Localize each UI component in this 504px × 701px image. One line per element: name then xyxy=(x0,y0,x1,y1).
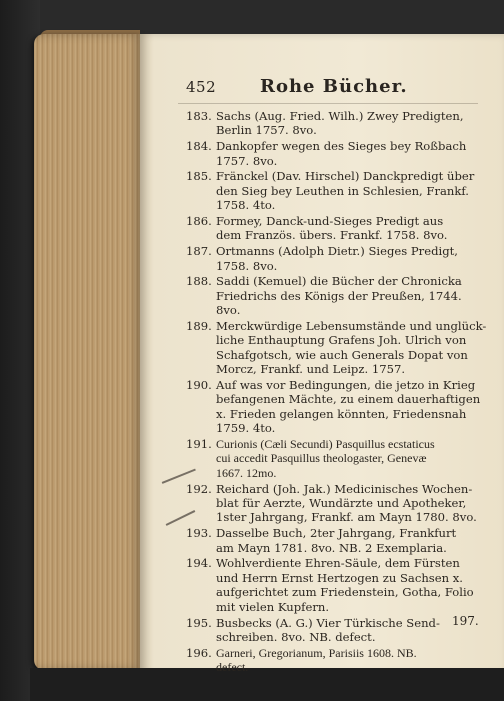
running-title: Rohe Bücher. xyxy=(260,76,408,97)
entry-line: Dankopfer wegen des Sieges bey Roßbach xyxy=(216,139,467,154)
entry-line: Sachs (Aug. Fried. Wilh.) Zwey Predigten, xyxy=(216,109,464,123)
entry-number: 185. xyxy=(186,169,212,184)
entry-line: Formey, Danck-und-Sieges Predigt aus xyxy=(216,214,444,229)
entry-line: Auf was vor Bedingungen, die jetzo in Krieg xyxy=(216,378,476,393)
catalog-entry xyxy=(186,319,488,377)
entry-line: blat für Aerzte, Wundärzte und Apotheker, xyxy=(216,496,467,511)
entry-number: 188. xyxy=(186,274,212,289)
catalog-entry xyxy=(186,274,488,317)
entry-number: 187. xyxy=(186,244,212,259)
entry-line: Reichard (Joh. Jak.) Medicinisches Wochen- xyxy=(216,481,473,496)
entry-line: Garneri, Gregorianum, Parisiis 1608. NB. xyxy=(216,645,417,660)
catalog-entry xyxy=(186,526,488,555)
entry-line: 1667. 12mo. xyxy=(216,465,277,480)
entry-line: befangenen Mächte, zu einem dauerhaftigen xyxy=(216,392,481,407)
entry-number: 196. xyxy=(186,645,212,660)
catalog-entries xyxy=(186,109,488,676)
entry-line: am Mayn 1781. 8vo. NB. 2 Exemplaria. xyxy=(216,540,447,555)
entry-line: Merckwürdige Lebensumstände und unglück- xyxy=(216,319,487,334)
entry-line: dem Französ. übers. Frankf. 1758. 8vo. xyxy=(216,228,448,243)
entry-line: 1759. 4to. xyxy=(216,421,276,436)
catalog-entry xyxy=(186,482,488,525)
entry-line: Busbecks (A. G.) Vier Türkische Send- xyxy=(216,615,440,630)
entry-number: 184. xyxy=(186,139,212,154)
entry-line: Schafgotsch, wie auch Generals Dopat von xyxy=(216,347,468,362)
entry-number: 192. xyxy=(186,481,212,496)
entry-number: 186. xyxy=(186,214,212,229)
catalog-entry xyxy=(186,556,488,614)
entry-line: Dasselbe Buch, 2ter Jahrgang, Frankfurt xyxy=(216,526,457,541)
entry-line: 1757. 8vo. xyxy=(216,153,278,168)
entry-line: defect. xyxy=(216,660,249,675)
entry-line: 1758. 4to. xyxy=(216,198,276,213)
entry-line: Friedrichs des Königs der Preußen, 1744. xyxy=(216,288,462,303)
entry-line: Fränckel (Dav. Hirschel) Danckpredigt über xyxy=(216,169,475,184)
catalog-entry xyxy=(186,378,488,436)
entry-line: Saddi (Kemuel) die Bücher der Chronicka xyxy=(216,274,462,289)
book-page-edges xyxy=(34,34,142,670)
entry-number: 183. xyxy=(186,109,212,123)
entry-line: den Sieg bey Leuthen in Schlesien, Frankf. xyxy=(216,183,469,198)
entry-number: 190. xyxy=(186,378,212,393)
page-header xyxy=(186,78,486,102)
entry-line: Berlin 1757. 8vo. xyxy=(216,123,317,138)
catalog-entry xyxy=(186,169,488,212)
header-rule xyxy=(178,103,478,104)
entry-line: liche Enthauptung Grafens Joh. Ulrich von xyxy=(216,333,467,348)
entry-number: 194. xyxy=(186,556,212,571)
entry-line: Morcz, Frankf. und Leipz. 1757. xyxy=(216,362,406,377)
catalog-entry xyxy=(186,109,488,138)
entry-number: 191. xyxy=(186,437,212,452)
entry-line: Wohlverdiente Ehren-Säule, dem Fürsten xyxy=(216,556,460,571)
entry-number: 195. xyxy=(186,615,212,630)
catalog-entry xyxy=(186,244,488,273)
entry-number: 189. xyxy=(186,319,212,334)
catalog-entry xyxy=(186,214,488,243)
entry-line: x. Frieden gelangen könnten, Friedensnah xyxy=(216,406,467,421)
entry-line: 8vo. xyxy=(216,303,241,318)
entry-line: und Herrn Ernst Hertzogen zu Sachsen x. xyxy=(216,570,463,585)
entry-line: Curionis (Cæli Secundi) Pasquillus ecstaticus xyxy=(216,437,435,452)
catalog-entry xyxy=(186,437,488,480)
entry-line: 1758. 8vo. xyxy=(216,258,278,273)
entry-number: 193. xyxy=(186,526,212,541)
entry-line: aufgerichtet zum Friedenstein, Gotha, Folio xyxy=(216,585,474,600)
catalog-entry xyxy=(186,139,488,168)
entry-line: schreiben. 8vo. NB. defect. xyxy=(216,629,376,644)
entry-line: 1ster Jahrgang, Frankf. am Mayn 1780. 8vo. xyxy=(216,510,477,525)
catalog-entry xyxy=(186,616,488,645)
entry-line: mit vielen Kupfern. xyxy=(216,599,330,614)
catalog-entry xyxy=(186,646,488,675)
catchword: 197. xyxy=(452,614,479,628)
page-number: 452 xyxy=(186,78,217,96)
entry-line: cui accedit Pasquillus theologaster, Genevæ xyxy=(216,451,427,466)
entry-line: Ortmanns (Adolph Dietr.) Sieges Predigt, xyxy=(216,244,458,259)
